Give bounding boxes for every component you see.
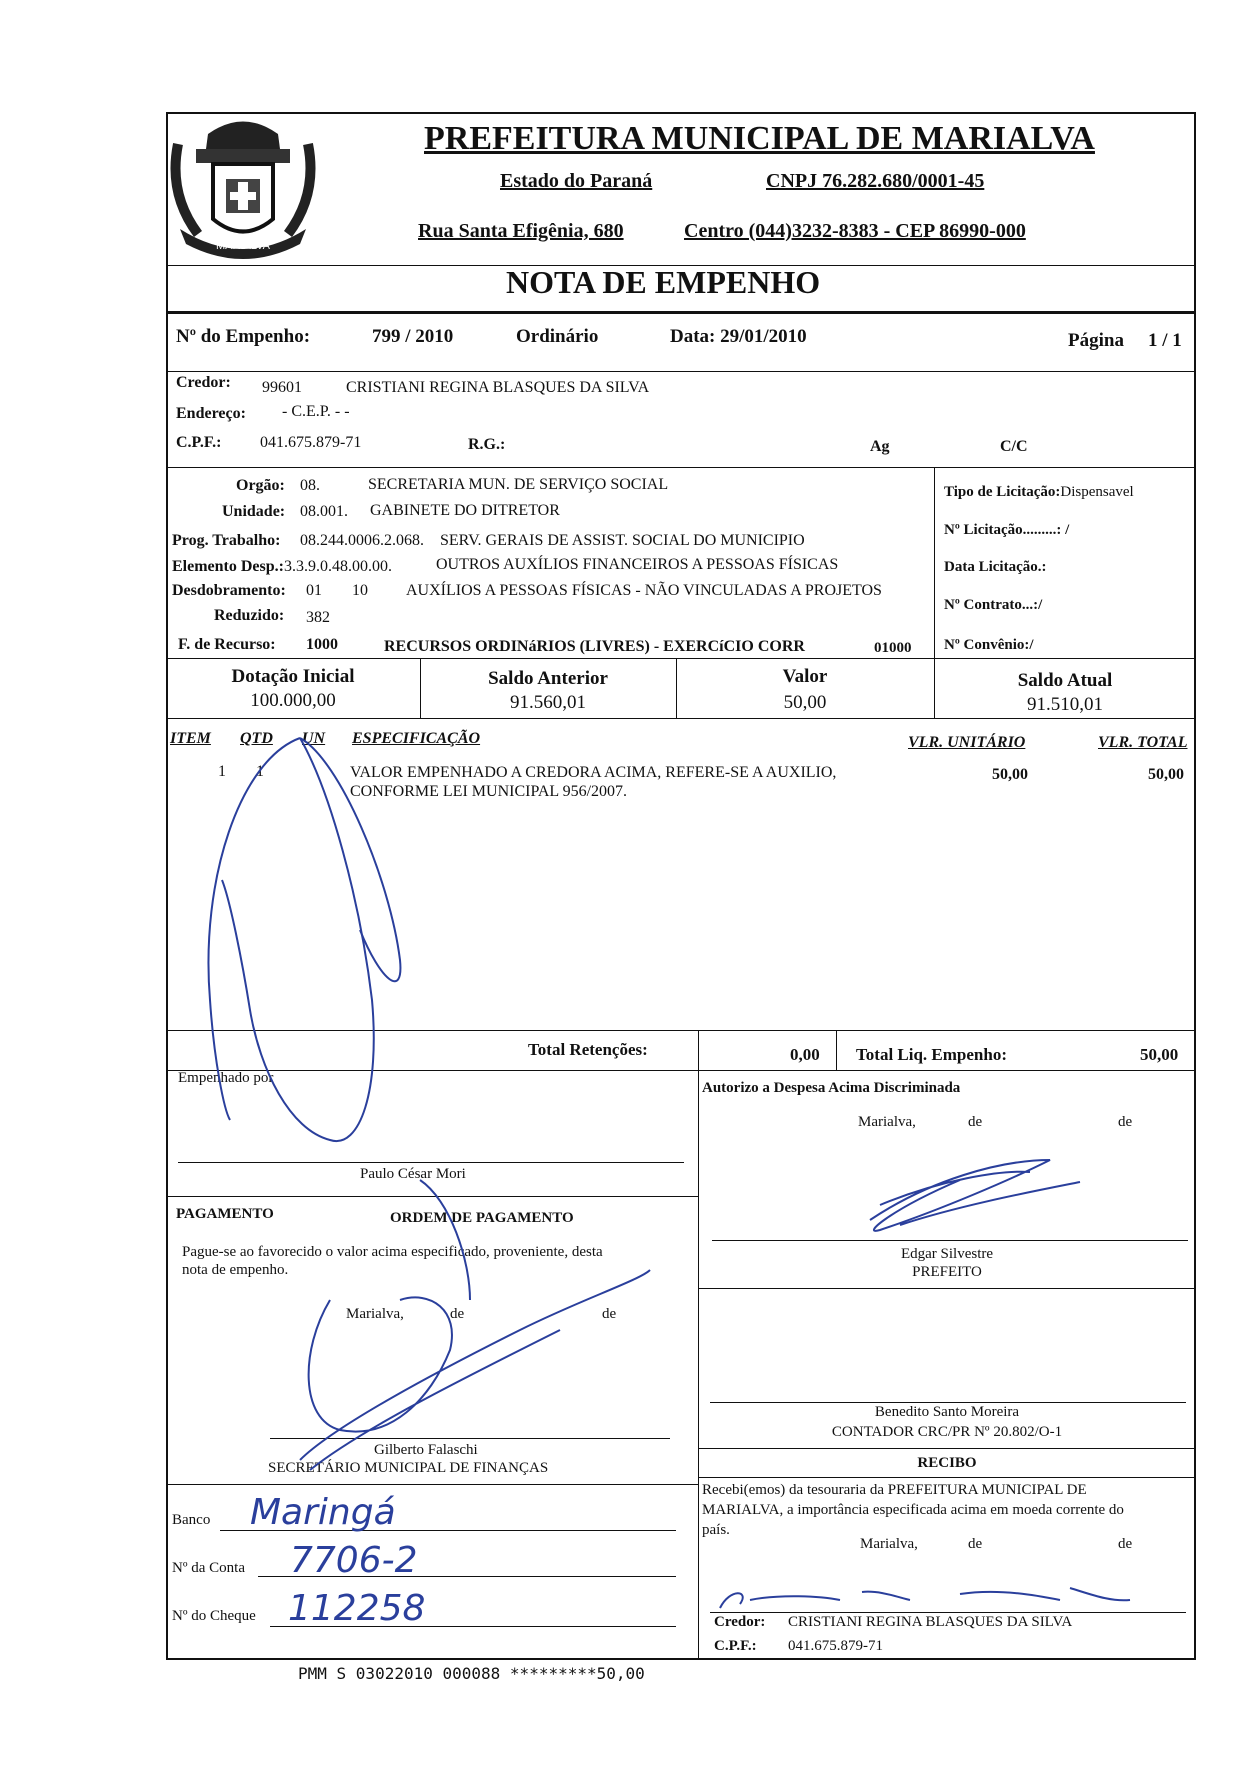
- pague-line1: Pague-se ao favorecido o valor acima especificado, proveniente, desta: [182, 1244, 603, 1260]
- cheque-value[interactable]: 112258: [288, 1588, 426, 1629]
- item-desc-line2: CONFORME LEI MUNICIPAL 956/2007.: [350, 783, 628, 800]
- recibo-line3: país.: [702, 1522, 730, 1538]
- col-qtd: QTD: [240, 730, 273, 747]
- item-qtd: 1: [256, 763, 264, 780]
- contador-title: CONTADOR CRC/PR Nº 20.802/O-1: [831, 1424, 1063, 1440]
- recibo-de1: de: [968, 1536, 983, 1552]
- recurso-code: 1000: [306, 636, 338, 653]
- recibo-line2: MARIALVA, a importância especificada acima em moeda corrente do: [702, 1502, 1124, 1518]
- item-desc-line1: VALOR EMPENHADO A CREDORA ACIMA, REFERE-SE A AUXILIO,: [350, 764, 837, 781]
- col-vlr-unitario: VLR. UNITÁRIO: [908, 734, 1026, 751]
- valor-label: Valor: [782, 666, 828, 687]
- saldo-inicial: 100.000,00: [250, 690, 336, 711]
- unidade-name: GABINETE DO DITRETOR: [370, 502, 560, 519]
- empenhado-por-label: Empenhado por: [178, 1070, 274, 1086]
- unidade-label: Unidade:: [222, 503, 286, 520]
- empenho-number: 799 / 2010: [372, 326, 454, 347]
- autorizo-de2: de: [1118, 1114, 1133, 1130]
- desd-code1: 01: [306, 582, 322, 599]
- banco-value[interactable]: Maringá: [250, 1492, 396, 1533]
- saldo-anterior-label: Saldo Anterior: [488, 668, 608, 689]
- recibo-cpf: 041.675.879-71: [788, 1638, 883, 1654]
- prog-name: SERV. GERAIS DE ASSIST. SOCIAL DO MUNICIPIO: [440, 532, 805, 549]
- recibo-marialva: Marialva,: [860, 1536, 918, 1552]
- svg-text:MARIALVA: MARIALVA: [216, 240, 270, 252]
- cpf-label: C.P.F.:: [176, 434, 222, 451]
- saldo-atual: 91.510,01: [1027, 694, 1103, 715]
- machine-stamp: PMM S 03022010 000088 *********50,00: [298, 1664, 645, 1683]
- licitacao-num: Nº Licitação.........: /: [944, 522, 1070, 538]
- ordem-marialva: Marialva,: [346, 1306, 404, 1322]
- banco-label: Banco: [172, 1512, 211, 1528]
- licitacao-tipo: Dispensavel: [1060, 484, 1134, 500]
- liq-empenho-value: 50,00: [1140, 1045, 1179, 1064]
- header-title: PREFEITURA MUNICIPAL DE MARIALVA: [424, 120, 1095, 157]
- contador-name: Benedito Santo Moreira: [874, 1404, 1020, 1420]
- recibo-de2: de: [1118, 1536, 1133, 1552]
- cc-label: C/C: [1000, 438, 1028, 455]
- desd-code2: 10: [352, 582, 368, 599]
- secretario-title: SECRETÁRIO MUNICIPAL DE FINANÇAS: [268, 1460, 549, 1476]
- retencoes-value: 0,00: [790, 1045, 820, 1064]
- col-especificacao: ESPECIFICAÇÃO: [352, 730, 481, 747]
- saldo-anterior: 91.560,01: [510, 692, 586, 713]
- orgao-name: SECRETARIA MUN. DE SERVIÇO SOCIAL: [368, 476, 669, 493]
- unidade-code: 08.001.: [300, 503, 348, 520]
- credor-label: Credor:: [176, 374, 231, 391]
- reduzido-value: 382: [306, 609, 330, 626]
- header-state: Estado do Paraná: [500, 170, 653, 192]
- liq-empenho-label: Total Liq. Empenho:: [856, 1045, 1007, 1064]
- recibo-credor-name: CRISTIANI REGINA BLASQUES DA SILVA: [788, 1614, 1073, 1630]
- col-un: UN: [302, 730, 326, 747]
- saldo-inicial-label: Dotação Inicial: [231, 666, 355, 687]
- desd-label: Desdobramento:: [172, 582, 286, 599]
- cpf-value: 041.675.879-71: [260, 434, 362, 451]
- autorizo-marialva: Marialva,: [858, 1114, 916, 1130]
- pague-line2: nota de empenho.: [182, 1262, 289, 1278]
- col-vlr-total: VLR. TOTAL: [1098, 734, 1188, 751]
- empenhado-por-name: Paulo César Mori: [360, 1166, 466, 1182]
- recibo-cpf-label: C.P.F.:: [714, 1638, 757, 1654]
- municipal-crest: [168, 104, 318, 264]
- conta-value[interactable]: 7706-2: [290, 1540, 418, 1581]
- col-item: ITEM: [170, 730, 211, 747]
- credor-code: 99601: [262, 379, 302, 396]
- empenho-date: Data: 29/01/2010: [670, 326, 807, 347]
- item-number: 1: [218, 763, 226, 780]
- ordem-de1: de: [450, 1306, 465, 1322]
- ag-label: Ag: [870, 438, 890, 455]
- conta-label: Nº da Conta: [172, 1560, 245, 1576]
- elem-code: 3.3.9.0.48.00.00.: [284, 558, 392, 575]
- licitacao-data: Data Licitação.:: [944, 559, 1047, 575]
- orgao-label: Orgão:: [236, 477, 285, 494]
- saldo-atual-label: Saldo Atual: [1017, 670, 1113, 691]
- endereco-label: Endereço:: [176, 405, 246, 422]
- recurso-code2: 01000: [874, 640, 912, 656]
- recurso-name: RECURSOS ORDINáRIOS (LIVRES) - EXERCíCIO CORR: [384, 638, 805, 655]
- retencoes-label: Total Retenções:: [528, 1040, 648, 1059]
- licitacao-tipo-label: Tipo de Licitação:Dispensavel: [944, 484, 1134, 500]
- recibo-title: RECIBO: [917, 1455, 977, 1471]
- desd-name: AUXÍLIOS A PESSOAS FÍSICAS - NÃO VINCULADAS A PROJETOS: [406, 582, 882, 599]
- autorizo-de1: de: [968, 1114, 983, 1130]
- orgao-code: 08.: [300, 477, 320, 494]
- prefeito-title: PREFEITO: [912, 1264, 982, 1280]
- document-title: NOTA DE EMPENHO: [506, 264, 821, 300]
- autorizo-label: Autorizo a Despesa Acima Discriminada: [702, 1080, 961, 1096]
- elem-name: OUTROS AUXÍLIOS FINANCEIROS A PESSOAS FÍSICAS: [436, 556, 839, 573]
- endereco-value: - C.E.P. - -: [282, 403, 350, 420]
- reduzido-label: Reduzido:: [214, 607, 285, 624]
- header-cnpj: CNPJ 76.282.680/0001-45: [766, 170, 985, 192]
- ordem-pagamento-label: ORDEM DE PAGAMENTO: [390, 1210, 574, 1226]
- recurso-label: F. de Recurso:: [178, 636, 276, 653]
- item-vlr-total: 50,00: [1148, 766, 1184, 783]
- elem-label: Elemento Desp.:: [172, 558, 284, 575]
- valor: 50,00: [783, 692, 827, 713]
- empenho-label: Nº do Empenho:: [176, 326, 311, 347]
- prog-code: 08.244.0006.2.068.: [300, 532, 424, 549]
- page-number: 1 / 1: [1148, 330, 1182, 351]
- prefeito-name: Edgar Silvestre: [900, 1246, 994, 1262]
- cheque-label: Nº do Cheque: [172, 1608, 256, 1624]
- credor-name: CRISTIANI REGINA BLASQUES DA SILVA: [346, 379, 650, 396]
- secretario-name: Gilberto Falaschi: [374, 1442, 478, 1458]
- pagamento-label: PAGAMENTO: [176, 1206, 274, 1222]
- header-street: Rua Santa Efigênia, 680: [418, 220, 624, 242]
- empenho-type: Ordinário: [516, 326, 599, 347]
- ordem-de2: de: [602, 1306, 617, 1322]
- licitacao-contrato: Nº Contrato...:/: [944, 597, 1043, 613]
- prog-label: Prog. Trabalho:: [172, 532, 281, 549]
- page-label: Página: [1068, 330, 1124, 351]
- item-vlr-unitario: 50,00: [992, 766, 1028, 783]
- licitacao-convenio: Nº Convênio:/: [944, 637, 1034, 653]
- recibo-line1: Recebi(emos) da tesouraria da PREFEITURA MUNICIPAL DE: [702, 1482, 1087, 1498]
- recibo-credor-label: Credor:: [714, 1614, 766, 1630]
- rg-label: R.G.:: [468, 436, 506, 453]
- header-contact: Centro (044)3232-8383 - CEP 86990-000: [684, 220, 1026, 242]
